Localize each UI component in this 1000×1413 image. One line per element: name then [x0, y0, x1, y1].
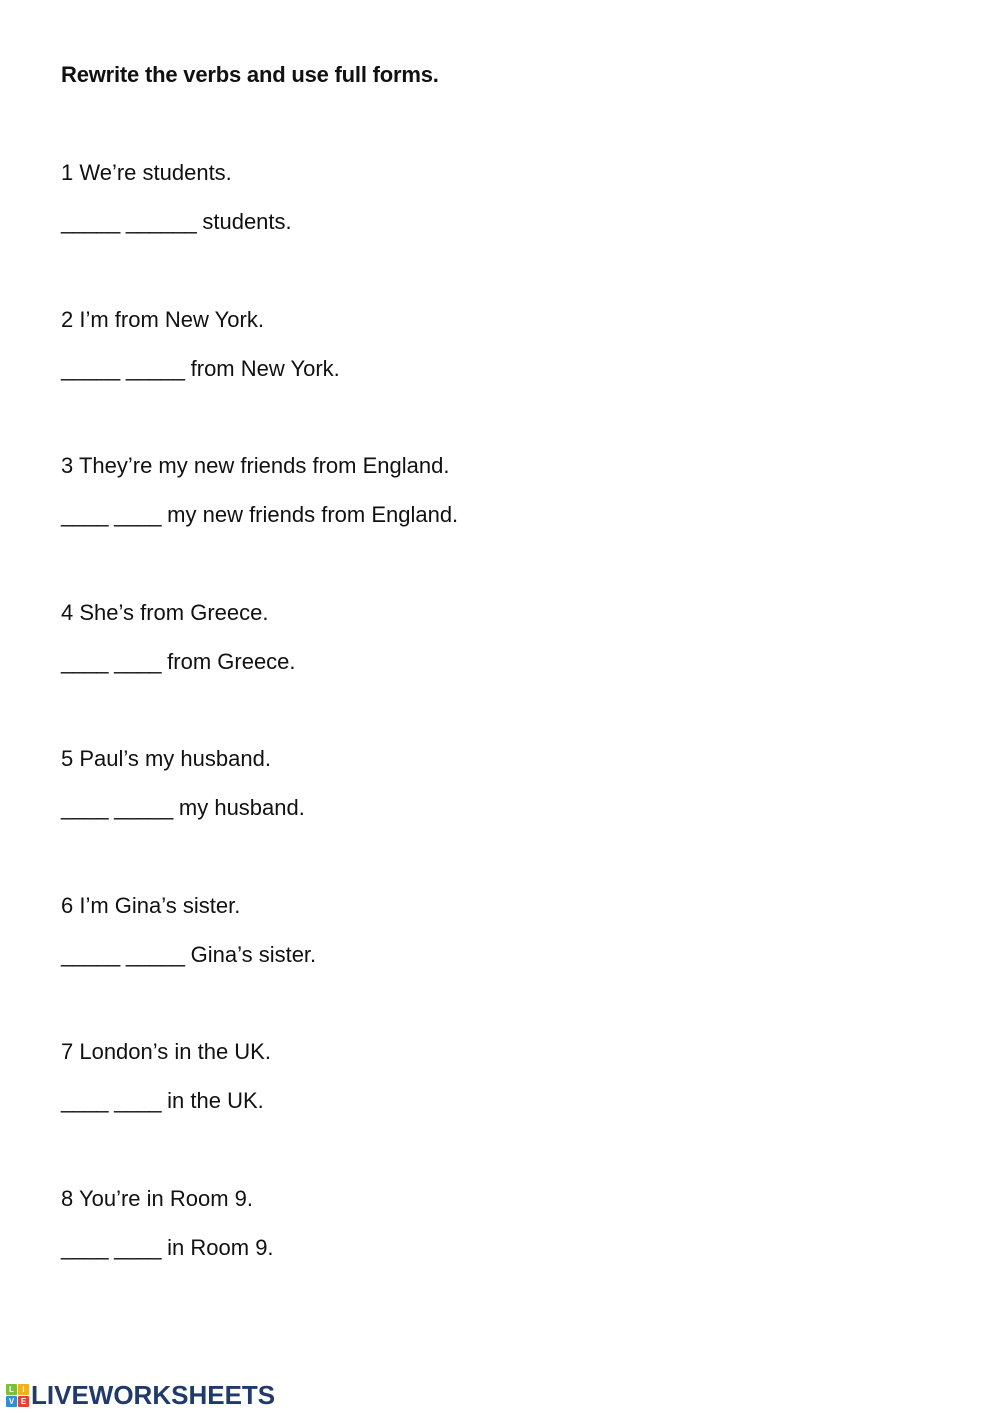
- exercise-item-4: [61, 600, 296, 698]
- answer-blank-1[interactable]: ____: [61, 1235, 108, 1260]
- item-answer-line: [61, 649, 296, 698]
- answer-rest: in the UK.: [167, 1088, 264, 1113]
- answer-blank-2[interactable]: _____: [125, 356, 185, 381]
- answer-blank-1[interactable]: ____: [61, 649, 108, 674]
- exercise-item-2: [61, 307, 340, 405]
- item-answer-line: [61, 502, 458, 551]
- logo-icon: [6, 1384, 29, 1407]
- item-prompt: 6 I’m Gina’s sister.: [61, 893, 241, 918]
- answer-blank-2[interactable]: ____: [114, 1088, 162, 1113]
- item-answer-line: [61, 209, 292, 258]
- answer-blank-1[interactable]: ____: [61, 502, 108, 527]
- logo-wordmark: LIVEWORKSHEETS: [31, 1380, 276, 1410]
- answer-blank-1[interactable]: _____: [61, 209, 120, 234]
- logo-letter-v: V: [6, 1396, 17, 1407]
- item-prompt: 4 She’s from Greece.: [61, 600, 269, 625]
- answer-blank-2[interactable]: _____: [114, 795, 173, 820]
- item-prompt: 5 Paul’s my husband.: [61, 746, 271, 771]
- item-answer-line: [61, 1088, 271, 1137]
- answer-rest: from New York.: [190, 356, 340, 381]
- answer-rest: students.: [202, 209, 292, 234]
- exercise-item-7: [61, 1039, 271, 1137]
- exercise-item-1: [61, 160, 292, 258]
- exercise-item-6: [61, 893, 316, 991]
- worksheet-title: Rewrite the verbs and use full forms.: [61, 62, 439, 87]
- answer-rest: in Room 9.: [167, 1235, 274, 1260]
- item-answer-line: [61, 795, 305, 844]
- item-prompt: 7 London’s in the UK.: [61, 1039, 271, 1064]
- exercise-item-8: [61, 1186, 274, 1284]
- answer-rest: my husband.: [178, 795, 305, 820]
- logo-letter-l: L: [6, 1384, 17, 1395]
- item-prompt: 1 We’re students.: [61, 160, 232, 185]
- exercise-item-3: [61, 453, 458, 551]
- item-prompt: 8 You’re in Room 9.: [61, 1186, 254, 1211]
- answer-blank-2[interactable]: ______: [125, 209, 197, 234]
- item-prompt: 2 I’m from New York.: [61, 307, 264, 332]
- answer-rest: Gina’s sister.: [190, 942, 317, 967]
- answer-blank-1[interactable]: _____: [61, 942, 120, 967]
- item-prompt: 3 They’re my new friends from England.: [61, 453, 450, 478]
- answer-blank-2[interactable]: ____: [114, 502, 162, 527]
- item-answer-line: [61, 942, 316, 991]
- answer-rest: my new friends from England.: [167, 502, 459, 527]
- answer-rest: from Greece.: [167, 649, 296, 674]
- answer-blank-2[interactable]: ____: [114, 649, 162, 674]
- answer-blank-1[interactable]: ____: [61, 795, 108, 820]
- exercise-item-5: [61, 746, 305, 844]
- logo-letter-i: I: [18, 1384, 29, 1395]
- answer-blank-1[interactable]: _____: [61, 356, 120, 381]
- liveworksheets-logo: [6, 1382, 275, 1408]
- logo-letter-e: E: [18, 1396, 29, 1407]
- answer-blank-2[interactable]: _____: [125, 942, 185, 967]
- item-answer-line: [61, 1235, 274, 1284]
- answer-blank-2[interactable]: ____: [114, 1235, 162, 1260]
- answer-blank-1[interactable]: ____: [61, 1088, 108, 1113]
- item-answer-line: [61, 356, 340, 405]
